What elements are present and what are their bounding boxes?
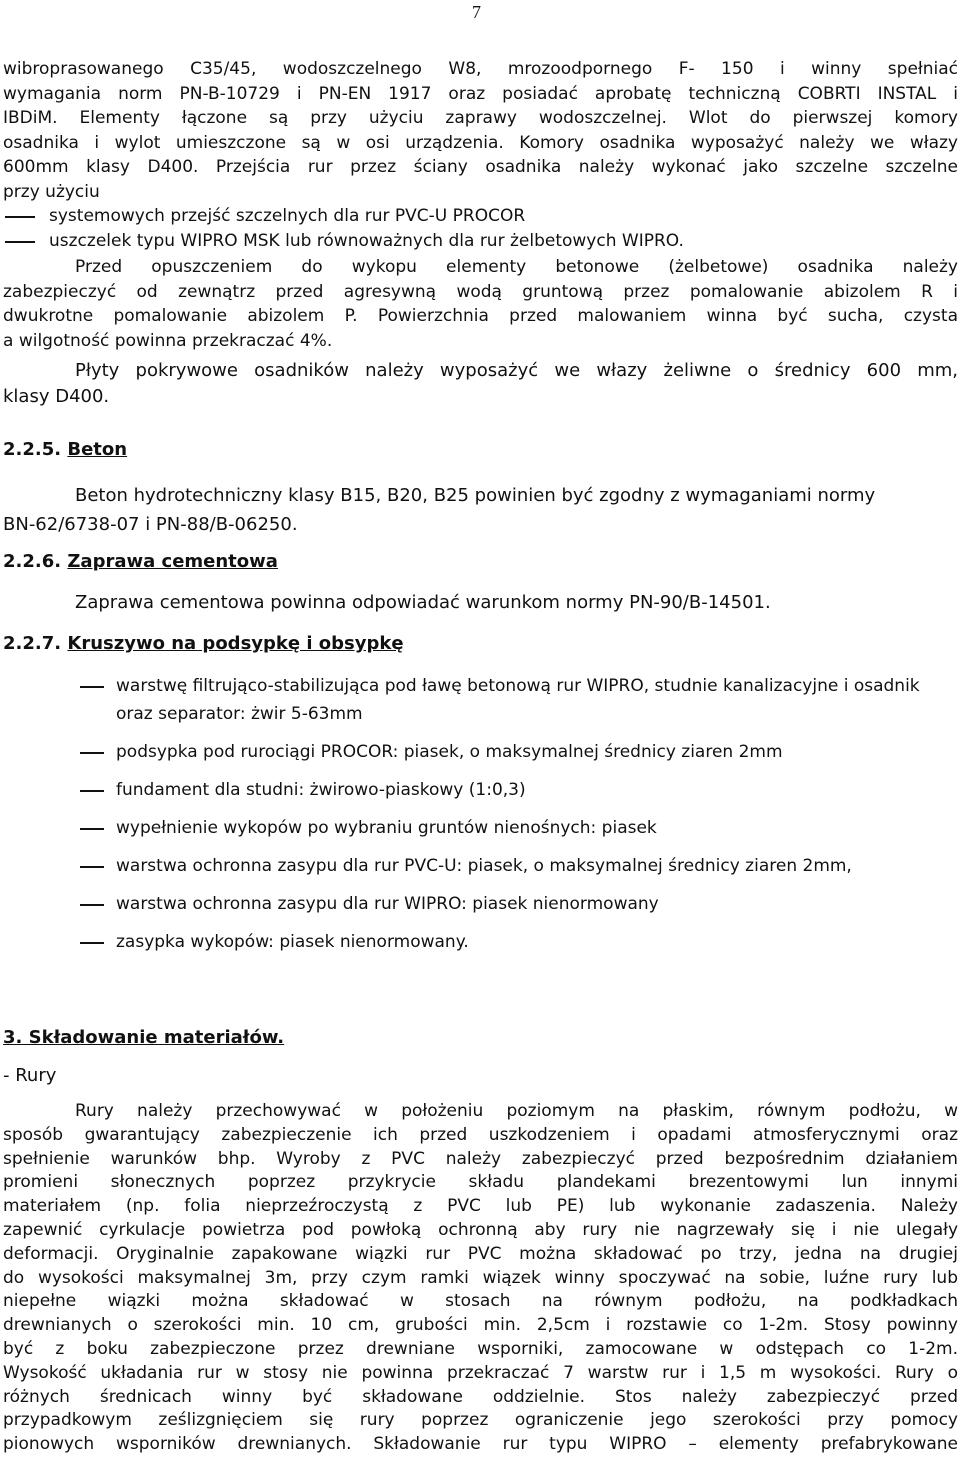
list-item: uszczelek typu WIPRO MSK lub równoważnych dla rur żelbetowych WIPRO. xyxy=(3,229,958,254)
list-item: fundament dla studni: żwirowo-piaskowy (1:0,3) xyxy=(80,776,958,804)
text-line: zabezpieczyć od zewnątrz przed agresywną wodą gruntową przez pomalowanie abizolem R i xyxy=(3,281,958,302)
text-line: Beton hydrotechniczny klasy B15, B20, B25 powinien być zgodny z wymaganiami normy xyxy=(75,485,876,506)
text-line: Wysokość układania rur w stosy nie powinna przekraczać 7 warstw rur i 1,5 m wysokości. Rury o xyxy=(3,1362,958,1383)
list-item: wypełnienie wykopów po wybraniu gruntów nienośnych: piasek xyxy=(80,814,958,842)
text-line: klasy D400. xyxy=(3,386,110,407)
text-line: deformacji. Oryginalnie zapakowane wiązki rur PVC można składować po trzy, jedna na drugiej xyxy=(3,1243,958,1264)
text-line: osadnika i wylot umieszczone są w osi urządzenia. Komory osadnika wyposażyć należy we włazy xyxy=(3,132,958,153)
text-line: Rury należy przechowywać w położeniu poziomym na płaskim, równym podłożu, w xyxy=(75,1101,958,1121)
list-item: warstwa ochronna zasypu dla rur PVC-U: piasek, o maksymalnej średnicy ziaren 2mm, xyxy=(80,852,958,880)
text-line: pionowych wsporników drewnianych. Składowanie rur typu WIPRO – elementy prefabrykowane xyxy=(3,1434,958,1455)
section-number: 2.2.6. xyxy=(3,551,62,572)
section-number: 2.2.5. xyxy=(3,439,62,460)
text-line: wymagania norm PN-B-10729 i PN-EN 1917 oraz posiadać aprobatę techniczną COBRTI INSTAL i xyxy=(3,83,958,104)
list-item: systemowych przejść szczelnych dla rur PVC-U PROCOR xyxy=(3,204,958,229)
section-heading-kruszywo xyxy=(3,633,404,654)
page-number: 7 xyxy=(472,2,481,22)
section-heading-skladowanie xyxy=(3,1027,284,1048)
paragraph-osadnik xyxy=(3,57,958,253)
text-line: różnych średnicach winny być składowane oddzielnie. Stos należy zabezpieczyć przed xyxy=(3,1386,958,1407)
text-line: przypadkowym ześlizgnięciem się rury poprzez ograniczenie jego szerokości przy pomocy xyxy=(3,1410,958,1431)
text-line: IBDiM. Elementy łączone są przy użyciu zaprawy wodoszczelnej. Wlot do pierwszej komory xyxy=(3,108,958,128)
text-line: być z boku zabezpieczone przez drewniane wsporniki, zamocowane w odstępach co 1-2m. xyxy=(3,1338,958,1359)
subsection-label-rury: - Rury xyxy=(3,1065,57,1086)
paragraph-rury xyxy=(3,1100,958,1457)
list-item: podsypka pod rurociągi PROCOR: piasek, o maksymalnej średnicy ziaren 2mm xyxy=(80,738,958,766)
text-line: materiałem (np. folia nieprzeźroczystą z PVC lub PE) lub wykonanie zadaszenia. Należy xyxy=(3,1196,958,1217)
text-line: Przed opuszczeniem do wykopu elementy betonowe (żelbetowe) osadnika należy xyxy=(75,257,958,277)
list-item: warstwa ochronna zasypu dla rur WIPRO: piasek nienormowany xyxy=(80,890,958,918)
text-line: drewnianych o szerokości min. 10 cm, grubości min. 2,5cm i rozstawie co 1-2m. Stosy powinny xyxy=(3,1315,958,1336)
section-title: Zaprawa cementowa xyxy=(67,551,278,572)
list-item: warstwę filtrująco-stabilizująca pod ławę betonową rur WIPRO, studnie kanalizacyjne i osadnik oraz separator: żwir 5-63mm xyxy=(80,672,958,728)
list-kruszywo xyxy=(80,672,958,966)
list-item: zasypka wykopów: piasek nienormowany. xyxy=(80,928,958,956)
text-line: dwukrotne pomalowanie abizolem P. Powierzchnia przed malowaniem winna być sucha, czysta xyxy=(3,306,958,326)
section-heading-zaprawa xyxy=(3,551,278,572)
text-line: 600mm klasy D400. Przejścia rur przez ściany osadnika należy wykonać jako szczelne szczelne xyxy=(3,157,958,177)
text-line: niepełne wiązki można składować w stosach na równym podłożu, na podkładkach xyxy=(3,1291,958,1312)
text-line: spełnienie warunków bhp. Wyroby z PVC należy zabezpieczyć przed bezpośrednim działaniem xyxy=(3,1148,958,1169)
text-line: do wysokości maksymalnej 3m, przy czym ramki wiązek winny spoczywać na sobie, luźne rury lub xyxy=(3,1267,958,1288)
text-line: przy użyciu xyxy=(3,181,100,202)
text-line: BN-62/6738-07 i PN-88/B-06250. xyxy=(3,514,298,535)
text-line: a wilgotność powinna przekraczać 4%. xyxy=(3,330,333,351)
paragraph-beton xyxy=(3,481,958,539)
section-title: Kruszywo na podsypkę i obsypkę xyxy=(67,633,404,654)
paragraph-zabezpieczenie xyxy=(3,255,958,353)
text-line: zapewnić cyrkulacje powietrza pod powłoką ochronną aby rury nie nagrzewały się i nie ulegały xyxy=(3,1219,958,1240)
text-line: sposób gwarantujący zabezpieczenie ich przed uszkodzeniem i opadami atmosferycznymi oraz xyxy=(3,1124,958,1145)
section-title: Beton xyxy=(67,439,128,460)
section-number: 2.2.7. xyxy=(3,633,62,654)
text-line: wibroprasowanego C35/45, wodoszczelnego W8, mrozoodpornego F- 150 i winny spełniać xyxy=(3,59,958,79)
section-heading-beton xyxy=(3,439,127,460)
paragraph-plyty xyxy=(3,358,958,410)
text-line: Płyty pokrywowe osadników należy wyposażyć we włazy żeliwne o średnicy 600 mm, xyxy=(75,360,958,381)
text-line: promieni słonecznych poprzez przykrycie składu plandekami brezentowymi lun innymi xyxy=(3,1172,958,1193)
paragraph-zaprawa: Zaprawa cementowa powinna odpowiadać warunkom normy PN-90/B-14501. xyxy=(75,592,771,613)
section-title: 3. Składowanie materiałów. xyxy=(3,1027,285,1048)
